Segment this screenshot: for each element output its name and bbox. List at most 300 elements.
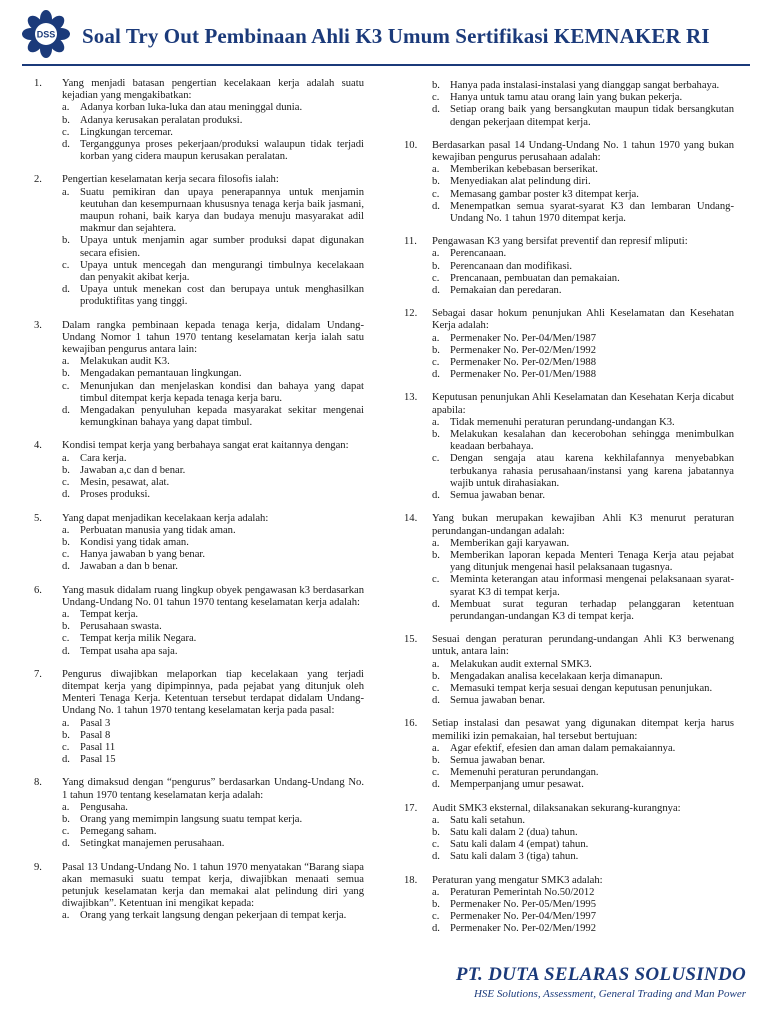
option-letter: c. (432, 92, 440, 104)
option-text: Permenaker No. Per-05/Men/1995 (450, 898, 597, 910)
answer-option (432, 104, 734, 128)
option-text: Perbuatan manusia yang tidak aman. (80, 524, 236, 536)
option-text: Melakukan audit external SMK3. (450, 658, 592, 670)
question-number: 14. (404, 513, 418, 525)
option-letter: d. (432, 200, 440, 212)
answer-option (432, 80, 734, 92)
page-header (22, 10, 752, 62)
options-list (432, 333, 734, 382)
option-text: Satu kali dalam 4 (empat) tahun. (450, 839, 589, 851)
question-number: 7. (34, 668, 42, 680)
answer-option (62, 730, 364, 742)
option-letter: d. (432, 851, 440, 863)
question-item (404, 392, 734, 502)
question-item (34, 862, 364, 923)
option-text: Semua jawaban benar. (450, 490, 546, 502)
svg-text:DSS: DSS (36, 29, 56, 40)
option-letter: b. (432, 80, 440, 91)
option-text: Satu kali dalam 3 (tiga) tahun. (450, 851, 579, 863)
answer-option (62, 633, 364, 645)
options-list (62, 356, 364, 429)
company-name: PT. DUTA SELARAS SOLUSINDO (455, 964, 746, 985)
option-text: Memperpanjang umur pesawat. (450, 779, 584, 791)
option-text: Prencanaan, pembuatan dan pemakaian. (450, 272, 620, 284)
question-number: 3. (34, 319, 42, 331)
option-letter: c. (62, 477, 70, 489)
question-number: 17. (404, 802, 418, 814)
answer-option (62, 910, 364, 922)
option-letter: b. (432, 549, 440, 561)
option-letter: a. (62, 717, 70, 729)
question-text: Pasal 13 Undang-Undang No. 1 tahun 1970 menyatakan “Barang siapa akan memasuki suatu tempat kerja, diwajibkan menaati semua petunjuk keselamatan kerja dan memakai alat pelindung diri yang diwajibkan”. Ketentuan ini mengikat kepada: (62, 861, 364, 910)
answer-option (432, 827, 734, 839)
option-text: Kondisi yang tidak aman. (80, 536, 189, 548)
option-letter: c. (62, 826, 70, 838)
option-letter: d. (62, 284, 70, 296)
option-text: Adanya korban luka-luka dan atau meninggal dunia. (80, 102, 303, 114)
right-questions (404, 140, 734, 936)
answer-option (432, 189, 734, 201)
question-number: 8. (34, 777, 42, 789)
question-text: Yang dapat menjadikan kecelakaan kerja adalah: (62, 512, 269, 524)
options-list (62, 718, 364, 767)
option-letter: a. (432, 248, 440, 260)
option-text: Upaya untuk mencegah dan mengurangi timbulnya kecelakaan dan penyakit akibat kerja. (80, 259, 364, 284)
answer-option (432, 357, 734, 369)
answer-option (432, 887, 734, 899)
options-list (432, 538, 734, 623)
answer-option (432, 453, 734, 490)
option-letter: b. (62, 114, 70, 126)
option-text: Lingkungan tercemar. (80, 126, 173, 138)
option-letter: a. (62, 524, 70, 536)
answer-option (62, 187, 364, 236)
option-text: Upaya untuk menjamin agar sumber produksi dapat digunakan secara efisien. (80, 235, 364, 259)
answer-option (62, 561, 364, 573)
option-text: Pasal 3 (80, 717, 111, 729)
answer-option (432, 779, 734, 791)
options-list (62, 525, 364, 574)
option-text: Orang yang memimpin langsung suatu tempat kerja. (80, 813, 303, 825)
question-text: Setiap instalasi dan pesawat yang digunakan ditempat kerja harus memiliki izin pemakaian, hal tersebut bertujuan: (432, 718, 734, 742)
option-letter: a. (432, 416, 440, 428)
question-number: 13. (404, 392, 418, 404)
option-letter: b. (432, 260, 440, 272)
question-item (404, 634, 734, 707)
answer-option (62, 477, 364, 489)
option-letter: c. (432, 453, 440, 465)
option-letter: b. (62, 235, 70, 247)
answer-option (432, 261, 734, 273)
answer-option (62, 742, 364, 754)
answer-option (62, 621, 364, 633)
option-text: Permenaker No. Per-04/Men/1987 (450, 332, 597, 344)
question-text: Dalam rangka pembinaan kepada tenaga kerja, didalam Undang-Undang Nomor 1 tahun 1970 tentang keselamatan kerja ialah satu kewajiban pengurus antara lain: (62, 319, 364, 356)
question-item (404, 140, 734, 225)
option-letter: a. (62, 910, 70, 922)
option-letter: c. (62, 126, 70, 138)
option-text: Melakukan kesalahan dan kecerobohan sehingga menimbulkan keadaan berbahaya. (450, 429, 734, 453)
question-item (34, 78, 364, 163)
option-text: Terganggunya proses pekerjaan/produksi walaupun tidak terjadi korban yang cidera maupun kerusakan peralatan. (80, 139, 364, 163)
option-letter: b. (432, 826, 440, 838)
option-text: Tidak memenuhi peraturan perundang-undangan K3. (450, 416, 675, 428)
answer-option (62, 609, 364, 621)
answer-option (62, 453, 364, 465)
answer-option (62, 814, 364, 826)
option-text: Perusahaan swasta. (80, 621, 162, 633)
option-letter: c. (432, 682, 440, 694)
answer-option (62, 754, 364, 766)
question-text: Pengurus diwajibkan melaporkan tiap kecelakaan yang terjadi ditempat kerja yang dipimpinnya, pada pejabat yang ditunjuk oleh Menteri Tenaga Kerja. Ketentuan tersebut terdapat didalam Undang-Undang No. 1 tahun 1970 tentang keselamatan kerja pada pasal: (62, 668, 364, 717)
answer-option (432, 574, 734, 598)
question-item (34, 513, 364, 574)
options-list (62, 187, 364, 309)
option-text: Hanya untuk tamu atau orang lain yang bukan pekerja. (450, 92, 683, 104)
option-letter: b. (432, 344, 440, 356)
question-text: Yang dimaksud dengan “pengurus” berdasarkan Undang-Undang No. 1 tahun 1970 tentang keselamatan kerja adalah: (62, 777, 364, 801)
answer-option (62, 549, 364, 561)
answer-option (62, 826, 364, 838)
answer-option (62, 802, 364, 814)
answer-option (62, 537, 364, 549)
question-number: 15. (404, 634, 418, 646)
answer-option (62, 838, 364, 850)
option-letter: b. (432, 429, 440, 441)
option-letter: b. (62, 729, 70, 741)
answer-option (432, 851, 734, 863)
option-text: Menempatkan semua syarat-syarat K3 dan lembaran Undang-Undang No. 1 tahun 1970 ditempat kerja. (450, 200, 734, 225)
question-text: Pengertian keselamatan kerja secara filosofis ialah: (62, 174, 279, 186)
answer-option (432, 92, 734, 104)
option-text: Jawaban a dan b benar. (80, 561, 178, 573)
options-list (62, 910, 364, 922)
question-number: 12. (404, 308, 418, 320)
question-item (404, 718, 734, 791)
option-letter: b. (62, 621, 70, 633)
option-letter: d. (62, 489, 70, 501)
option-text: Satu kali setahun. (450, 814, 526, 826)
options-list (432, 887, 734, 936)
question-number: 11. (404, 236, 417, 248)
answer-option (432, 815, 734, 827)
option-text: Tempat kerja milik Negara. (80, 633, 197, 645)
option-letter: d. (432, 598, 440, 610)
answer-option (62, 284, 364, 308)
option-letter: c. (432, 574, 440, 586)
question-text: Pengawasan K3 yang bersifat preventif dan represif mliputi: (432, 236, 688, 248)
options-list (432, 815, 734, 864)
question-item (404, 803, 734, 864)
company-logo-icon (22, 10, 70, 58)
option-text: Pemegang saham. (80, 826, 157, 838)
option-letter: d. (62, 838, 70, 850)
question-item (34, 320, 364, 430)
option-letter: d. (432, 369, 440, 381)
option-text: Semua jawaban benar. (450, 695, 546, 707)
answer-option (432, 695, 734, 707)
option-text: Permenaker No. Per-02/Men/1988 (450, 357, 597, 369)
answer-option (432, 176, 734, 188)
option-text: Hanya jawaban b yang benar. (80, 549, 206, 561)
option-letter: c. (432, 357, 440, 369)
answer-option (432, 683, 734, 695)
option-text: Pengusaha. (80, 801, 128, 813)
question-number: 6. (34, 584, 42, 596)
question-item (404, 236, 734, 297)
answer-option (62, 235, 364, 259)
option-text: Memberikan laporan kepada Menteri Tenaga Kerja atau pejabat yang ditunjuk mengenai hasil pelaksanaan tugasnya. (450, 549, 734, 574)
option-text: Memasuki tempat kerja sesuai dengan keputusan penunjukan. (450, 682, 713, 694)
options-list (432, 80, 734, 129)
question-item-continued (404, 80, 734, 129)
question-text: Yang bukan merupakan kewajiban Ahli K3 menurut peraturan perundangan-undangan adalah: (432, 513, 734, 537)
option-text: Permenaker No. Per-02/Men/1992 (450, 344, 597, 356)
option-text: Semua jawaban benar. (450, 754, 546, 766)
answer-option (432, 538, 734, 550)
option-text: Cara kerja. (80, 452, 127, 464)
option-text: Agar efektif, efesien dan aman dalam pemakaiannya. (450, 742, 676, 754)
company-tagline: HSE Solutions, Assessment, General Trading and Man Power (473, 988, 746, 1000)
answer-option (432, 429, 734, 453)
option-text: Permenaker No. Per-02/Men/1992 (450, 923, 597, 935)
question-item (34, 440, 364, 501)
question-text: Audit SMK3 eksternal, dilaksanakan sekurang-kurangnya: (432, 802, 681, 814)
option-letter: c. (432, 272, 440, 284)
option-letter: a. (432, 537, 440, 549)
question-item (404, 875, 734, 936)
option-text: Pasal 11 (80, 741, 116, 753)
option-text: Mesin, pesawat, alat. (80, 477, 170, 489)
answer-option (432, 285, 734, 297)
option-letter: d. (62, 754, 70, 766)
answer-option (432, 550, 734, 574)
answer-option (62, 489, 364, 501)
question-item (404, 513, 734, 623)
question-number: 4. (34, 440, 42, 452)
question-text: Yang masuk didalam ruang lingkup obyek pengawasan k3 berdasarkan Undang-Undang No. 01 tahun 1970 tentang keselamatan kerja adalah: (62, 584, 364, 608)
option-letter: a. (432, 658, 440, 670)
answer-option (62, 405, 364, 429)
option-text: Menunjukan dan menjelaskan kondisi dan bahaya yang dapat timbul ditempat kerja kepada tenaga kerja baru. (80, 380, 364, 404)
answer-option (432, 164, 734, 176)
answer-option (432, 201, 734, 225)
option-letter: d. (432, 104, 440, 116)
answer-option (432, 743, 734, 755)
option-letter: c. (62, 380, 70, 392)
option-letter: d. (62, 405, 70, 417)
answer-option (62, 525, 364, 537)
answer-option (62, 718, 364, 730)
answer-option (432, 755, 734, 767)
answer-option (62, 646, 364, 658)
options-list (62, 609, 364, 658)
option-text: Setiap orang baik yang bersangkutan maupun tidak bersangkutan dengan pekerjaan ditempat kerja. (450, 104, 734, 128)
option-letter: c. (432, 839, 440, 851)
option-text: Permenaker No. Per-04/Men/1997 (450, 911, 597, 923)
option-text: Mengadakan pemantauan lingkungan. (80, 368, 242, 380)
option-text: Membuat surat teguran terhadap pelanggaran ketentuan perundangan-undangan K3 di tempat kerja. (450, 598, 734, 622)
option-letter: b. (62, 464, 70, 476)
option-text: Tempat usaha apa saja. (80, 645, 178, 657)
question-item (34, 669, 364, 767)
option-text: Mengadakan penyuluhan kepada masyarakat sekitar mengenai kemungkinan bahaya yang dapat timbul. (80, 405, 364, 429)
option-letter: b. (432, 754, 440, 766)
question-item (34, 585, 364, 658)
option-letter: d. (62, 561, 70, 573)
option-text: Memenuhi peraturan perundangan. (450, 767, 599, 779)
option-letter: a. (432, 886, 440, 898)
left-column (34, 78, 364, 934)
question-item (34, 174, 364, 308)
answer-option (432, 417, 734, 429)
option-letter: d. (432, 695, 440, 707)
question-item (34, 777, 364, 850)
option-text: Dengan sengaja atau karena kekhilafannya menyebabkan terbukanya rahasia perusahaan/instansi yang karena jabatannya wajib untuk dirahasiakan. (450, 453, 734, 489)
option-letter: c. (432, 188, 440, 200)
answer-option (62, 139, 364, 163)
answer-option (432, 345, 734, 357)
page-footer (456, 964, 746, 1000)
option-letter: b. (62, 813, 70, 825)
answer-option (62, 260, 364, 284)
question-number: 1. (34, 78, 42, 89)
option-letter: d. (432, 779, 440, 791)
question-item (404, 308, 734, 381)
question-text: Sesuai dengan peraturan perundang-undangan Ahli K3 berwenang untuk, antara lain: (432, 634, 734, 658)
answer-option (432, 659, 734, 671)
option-text: Tempat kerja. (80, 608, 139, 620)
option-text: Pasal 8 (80, 729, 111, 741)
option-letter: c. (62, 741, 70, 753)
option-letter: a. (62, 608, 70, 620)
option-letter: a. (62, 452, 70, 464)
answer-option (62, 465, 364, 477)
question-number: 5. (34, 512, 42, 524)
options-list (62, 102, 364, 163)
option-letter: a. (432, 332, 440, 344)
question-text: Kondisi tempat kerja yang berbahaya sangat erat kaitannya dengan: (62, 440, 349, 452)
answer-option (432, 599, 734, 623)
answer-option (432, 248, 734, 260)
question-text: Keputusan penunjukan Ahli Keselamatan dan Kesehatan Kerja dicabut apabila: (432, 392, 734, 416)
option-text: Orang yang terkait langsung dengan pekerjaan di tempat kerja. (80, 910, 347, 922)
option-letter: d. (62, 139, 70, 151)
answer-option (432, 671, 734, 683)
answer-option (62, 381, 364, 405)
answer-option (432, 899, 734, 911)
answer-option (432, 767, 734, 779)
option-text: Pemakaian dan peredaran. (450, 285, 562, 297)
options-list (432, 417, 734, 502)
option-text: Hanya pada instalasi-instalasi yang dianggap sangat berbahaya. (450, 80, 720, 91)
option-letter: a. (62, 102, 70, 114)
option-letter: a. (62, 801, 70, 813)
option-text: Memberikan gaji karyawan. (450, 537, 570, 549)
options-list (432, 743, 734, 792)
question-number: 10. (404, 139, 418, 151)
option-letter: a. (432, 164, 440, 176)
option-text: Memasang gambar poster k3 ditempat kerja. (450, 188, 639, 200)
option-text: Suatu pemikiran dan upaya penerapannya untuk menjamin keutuhan dan kesempurnaan khususnya tenaga kerja baik jasmani, maupun rohani, baik karya dan budaya menuju masyarakat adil makmur dan sejahtera. (80, 186, 364, 235)
option-letter: c. (62, 259, 70, 271)
options-list (62, 802, 364, 851)
option-text: Meminta keterangan atau informasi mengenai pelaksanaan syarat-syarat K3 di tempat kerja. (450, 574, 734, 598)
option-letter: d. (432, 490, 440, 502)
question-text: Peraturan yang mengatur SMK3 adalah: (432, 874, 603, 886)
option-letter: c. (62, 633, 70, 645)
answer-option (62, 102, 364, 114)
question-text: Sebagai dasar hokum penunjukan Ahli Keselamatan dan Kesehatan Kerja adalah: (432, 308, 734, 332)
answer-option (62, 115, 364, 127)
answer-option (432, 369, 734, 381)
answer-option (432, 333, 734, 345)
page-title: Soal Try Out Pembinaan Ahli K3 Umum Sertifikasi KEMNAKER RI (82, 24, 710, 48)
question-number: 18. (404, 874, 418, 886)
option-letter: c. (432, 911, 440, 923)
options-list (432, 164, 734, 225)
answer-option (62, 368, 364, 380)
answer-option (432, 490, 734, 502)
option-text: Perencanaan dan modifikasi. (450, 260, 573, 272)
option-text: Jawaban a,c dan d benar. (80, 464, 186, 476)
option-text: Setingkat manajemen perusahaan. (80, 838, 225, 850)
answer-option (432, 273, 734, 285)
option-text: Permenaker No. Per-01/Men/1988 (450, 369, 597, 381)
option-letter: a. (62, 186, 70, 198)
question-number: 16. (404, 718, 418, 730)
answer-option (62, 127, 364, 139)
option-letter: a. (62, 356, 70, 368)
option-letter: a. (432, 742, 440, 754)
header-rule (22, 64, 750, 66)
option-text: Upaya untuk menekan cost dan berupaya untuk menghasilkan produktifitas yang tinggi. (80, 284, 364, 308)
question-text: Yang menjadi batasan pengertian kecelakaan kerja adalah suatu kejadian yang mengakibatkan: (62, 78, 364, 102)
options-list (432, 248, 734, 297)
right-column (404, 80, 734, 947)
answer-option (432, 839, 734, 851)
option-text: Memberikan kebebasan berserikat. (450, 164, 598, 176)
question-number: 2. (34, 174, 42, 186)
answer-option (62, 356, 364, 368)
options-list (432, 659, 734, 708)
option-text: Mengadakan analisa kecelakaan kerja dimanapun. (450, 670, 663, 682)
answer-option (432, 923, 734, 935)
answer-option (432, 911, 734, 923)
option-letter: b. (432, 898, 440, 910)
option-letter: c. (432, 767, 440, 779)
option-letter: d. (62, 645, 70, 657)
question-number: 9. (34, 861, 42, 873)
options-list (62, 453, 364, 502)
option-text: Proses produksi. (80, 489, 151, 501)
option-text: Menyediakan alat pelindung diri. (450, 176, 591, 188)
option-letter: d. (432, 923, 440, 935)
question-9-continuation (404, 80, 734, 129)
option-text: Adanya kerusakan peralatan produksi. (80, 114, 243, 126)
option-text: Peraturan Pemerintah No.50/2012 (450, 886, 595, 898)
option-text: Perencanaan. (450, 248, 507, 260)
option-text: Satu kali dalam 2 (dua) tahun. (450, 826, 578, 838)
option-letter: b. (62, 536, 70, 548)
option-letter: b. (432, 670, 440, 682)
option-letter: b. (432, 176, 440, 188)
question-text: Berdasarkan pasal 14 Undang-Undang No. 1 tahun 1970 yang bukan kewajiban pengurus perusahaan adalah: (432, 139, 734, 164)
option-letter: b. (62, 368, 70, 380)
option-text: Pasal 15 (80, 754, 116, 766)
option-letter: d. (432, 285, 440, 297)
option-letter: a. (432, 814, 440, 826)
